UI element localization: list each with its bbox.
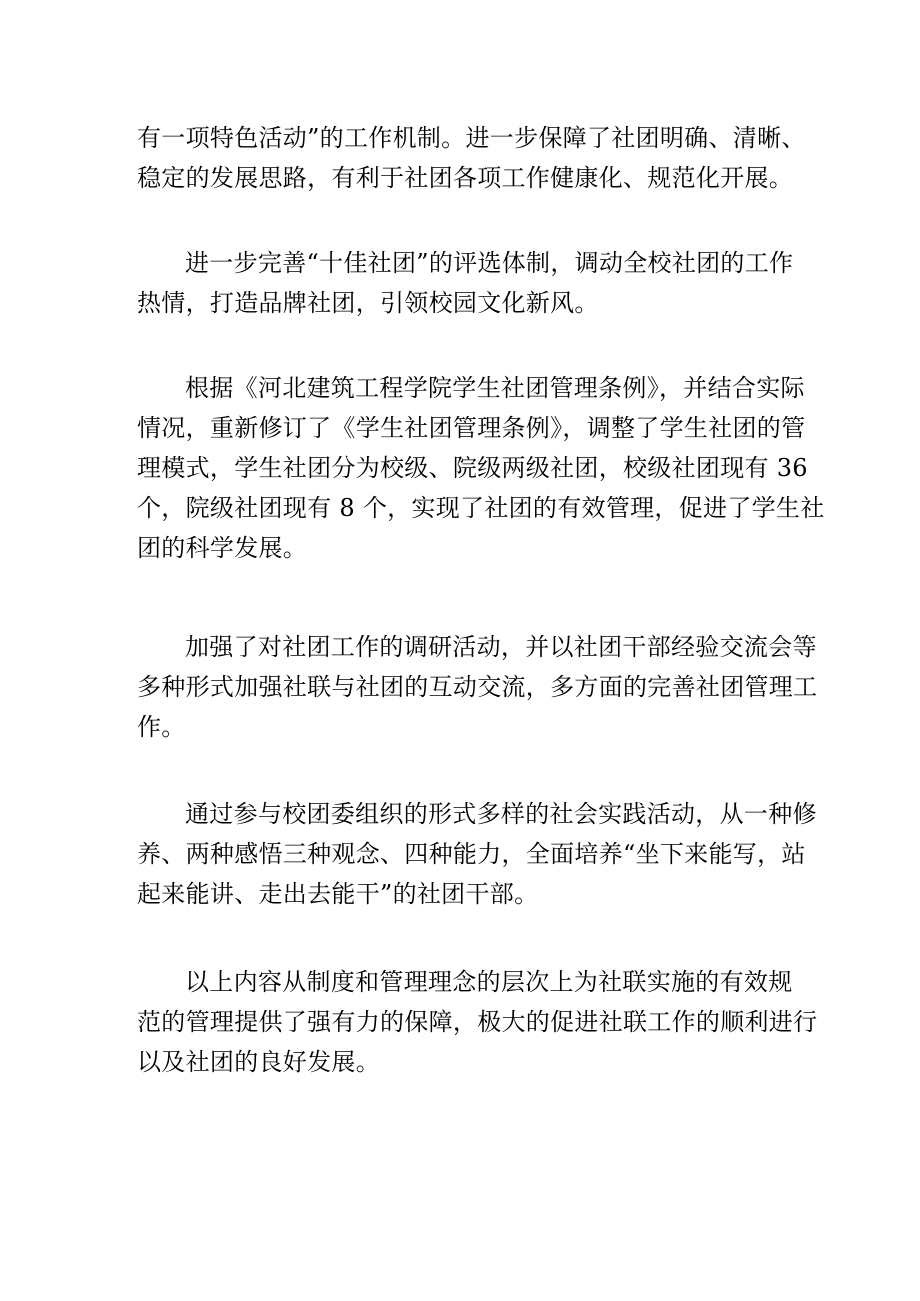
paragraph-3 (137, 368, 825, 568)
text-line: 稳定的发展思路，有利于社团各项工作健康化、规范化开展。 (137, 164, 794, 192)
text-line: 以及社团的良好发展。 (137, 1048, 380, 1076)
paragraph-6 (137, 962, 818, 1082)
text-line: 多种形式加强社联与社团的互动交流，多方面的完善社团管理工 (137, 673, 818, 701)
text-line: 以上内容从制度和管理理念的层次上为社联实施的有效规 (185, 968, 793, 996)
text-line: 加强了对社团工作的调研活动，并以社团干部经验交流会等 (185, 633, 817, 661)
text-line: 养、两种感悟三种观念、四种能力，全面培养“坐下来能写，站 (137, 840, 806, 868)
text-line: 理模式，学生社团分为校级、院级两级社团，校级社团现有 36 (137, 454, 808, 482)
text-line: 团的科学发展。 (137, 534, 308, 562)
text-line: 起来能讲、走出去能干”的社团干部。 (137, 880, 539, 908)
paragraph-5 (137, 794, 817, 914)
text-line: 有一项特色活动”的工作机制。进一步保障了社团明确、清晰、 (137, 124, 806, 152)
text-line: 进一步完善“十佳社团”的评选体制，调动全校社团的工作 (185, 249, 794, 277)
text-line: 热情，打造品牌社团，引领校园文化新风。 (137, 289, 599, 317)
text-line: 通过参与校团委组织的形式多样的社会实践活动，从一种修 (185, 800, 817, 828)
paragraph-2 (137, 243, 802, 323)
text-line: 范的管理提供了强有力的保障，极大的促进社联工作的顺利进行 (137, 1008, 818, 1036)
text-line: 作。 (137, 713, 186, 741)
paragraph-1 (137, 118, 806, 198)
paragraph-4 (137, 627, 818, 747)
text-line: 根据《河北建筑工程学院学生社团管理条例》，并结合实际 (185, 374, 805, 402)
text-line: 个，院级社团现有 8 个，实现了社团的有效管理，促进了学生社 (137, 494, 825, 522)
text-line: 情况，重新修订了《学生社团管理条例》，调整了学生社团的管 (137, 414, 806, 442)
